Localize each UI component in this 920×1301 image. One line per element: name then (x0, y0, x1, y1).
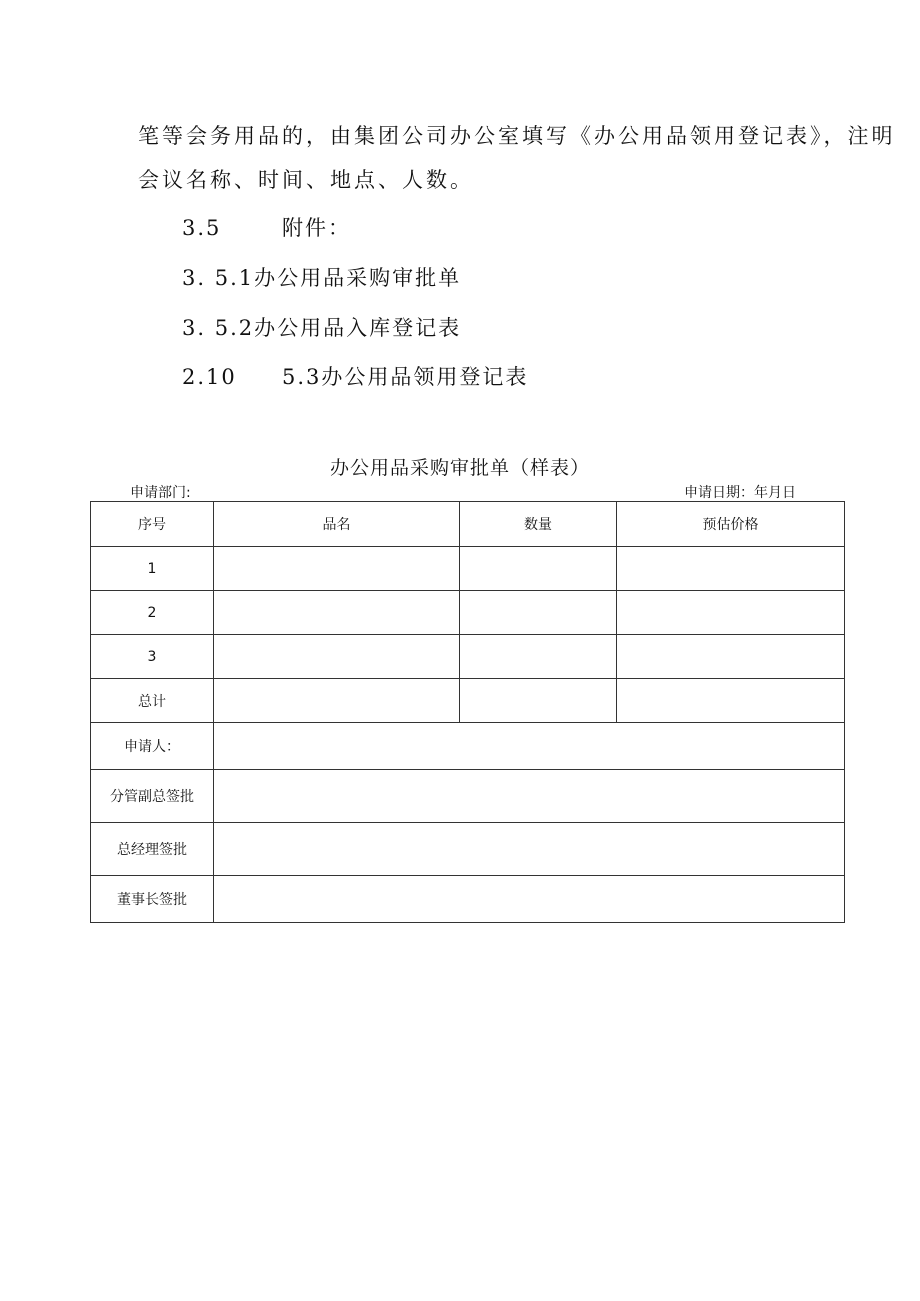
applicant-label: 申请人： (91, 723, 214, 770)
paragraph-line-2: 会议名称、时间、地点、人数。 (138, 168, 474, 192)
item-name-cell[interactable] (214, 547, 460, 591)
header-estimated-price: 预估价格 (617, 502, 845, 547)
table-row (91, 591, 845, 635)
price-cell[interactable] (617, 591, 845, 635)
table-row (91, 547, 845, 591)
applicant-signature-cell[interactable] (214, 723, 845, 770)
chairman-approval-label: 董事长签批 (91, 876, 214, 923)
purchase-approval-table (90, 501, 845, 923)
gm-approval-row (91, 823, 845, 876)
row-number: 3 (91, 635, 214, 679)
attachment-item-3-text: 5.3办公用品领用登记表 (282, 365, 529, 389)
table-header-row (91, 502, 845, 547)
row-number: 2 (91, 591, 214, 635)
total-label: 总计 (91, 679, 214, 723)
paragraph-line-1: 笔等会务用品的，由集团公司办公室填写《办公用品领用登记表》，注明 (138, 124, 896, 148)
row-number: 1 (91, 547, 214, 591)
total-quantity-cell[interactable] (460, 679, 617, 723)
item-name-cell[interactable] (214, 635, 460, 679)
attachment-item-3-number: 2.10 (182, 365, 237, 389)
chairman-signature-cell[interactable] (214, 876, 845, 923)
header-quantity: 数量 (460, 502, 617, 547)
vp-approval-label: 分管副总签批 (91, 770, 214, 823)
header-serial: 序号 (91, 502, 214, 547)
section-title: 附件： (282, 216, 351, 240)
total-item-cell[interactable] (214, 679, 460, 723)
body-paragraph (138, 114, 896, 202)
total-row (91, 679, 845, 723)
header-item-name: 品名 (214, 502, 460, 547)
attachment-item-2: 3. 5.2办公用品入库登记表 (182, 316, 462, 340)
table-row (91, 635, 845, 679)
total-price-cell[interactable] (617, 679, 845, 723)
vp-approval-row (91, 770, 845, 823)
quantity-cell[interactable] (460, 635, 617, 679)
chairman-approval-row (91, 876, 845, 923)
date-label: 申请日期：年月日 (684, 485, 796, 501)
section-number: 3.5 (182, 216, 222, 240)
price-cell[interactable] (617, 547, 845, 591)
attachment-item-1: 3. 5.1办公用品采购审批单 (182, 266, 462, 290)
gm-signature-cell[interactable] (214, 823, 845, 876)
quantity-cell[interactable] (460, 547, 617, 591)
gm-approval-label: 总经理签批 (91, 823, 214, 876)
department-label: 申请部门: (130, 485, 191, 501)
price-cell[interactable] (617, 635, 845, 679)
section-attachments (182, 212, 351, 242)
vp-signature-cell[interactable] (214, 770, 845, 823)
quantity-cell[interactable] (460, 591, 617, 635)
applicant-row (91, 723, 845, 770)
form-title: 办公用品采购审批单（样表） (329, 457, 590, 479)
attachment-item-3 (182, 361, 528, 391)
item-name-cell[interactable] (214, 591, 460, 635)
